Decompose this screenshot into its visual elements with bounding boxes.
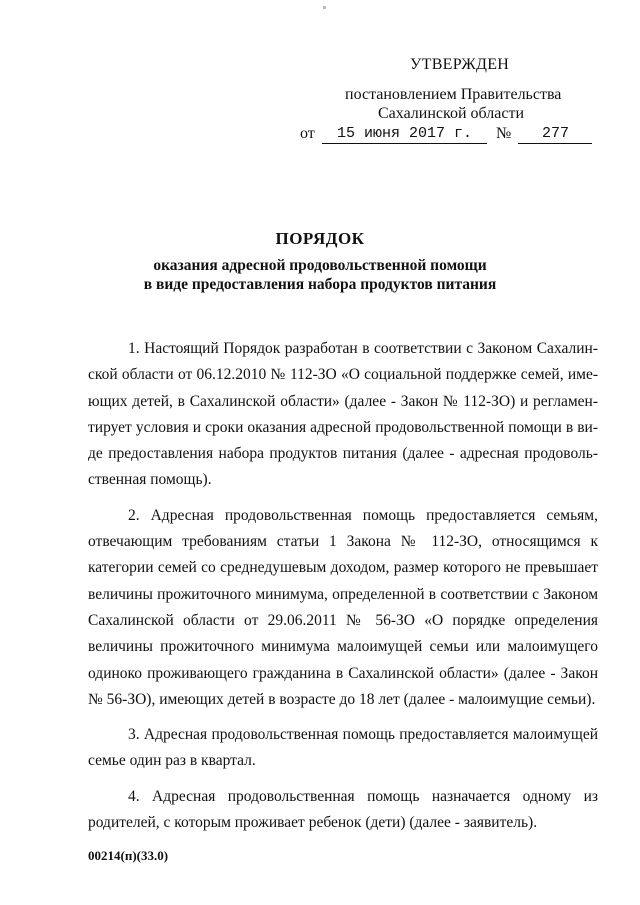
decree-number: 277	[518, 124, 592, 144]
approval-line-region: Сахалинской области	[378, 105, 525, 122]
document-subtitle-line-2: в виде предоставления набора продуктов питания	[143, 276, 497, 293]
paragraph-1: 1. Настоящий Порядок разработан в соответствии с Законом Сахалинской области от 06.12.2010 № 112-ЗО «О социальной поддержке семей, имеющих детей, в Сахалинской области» (далее - Закон № 112-ЗО) и регламентирует условия и сроки оказания адресной продовольственной помощи в виде предоставления набора продуктов питания (далее - адресная продовольственная помощь).	[88, 340, 598, 489]
document-subtitle-line-1: оказания адресной продовольственной помощи	[153, 257, 487, 274]
document-title: ПОРЯДОК	[275, 229, 365, 248]
approval-line-decree: постановлением Правительства	[345, 86, 562, 103]
paragraph-3: 3. Адресная продовольственная помощь предоставляется малоимущей семье один раз в квартал.	[88, 726, 598, 770]
approval-date-number-row	[300, 124, 600, 146]
document-code: 00214(п)(33.0)	[88, 848, 169, 863]
approval-title: УТВЕРЖДЕН	[410, 56, 510, 73]
document-body	[88, 336, 598, 845]
date-label: от	[300, 125, 315, 142]
number-label: №	[496, 125, 512, 142]
paragraph-2: 2. Адресная продовольственная помощь предоставляется семьям, отвечающим требованиям статьи 1 Закона № 112-ЗО, относящимся к категории семей со среднедушевым доходом, размер которого не превышает величины прожиточного минимума, определенной в соответствии с Законом Сахалинской области от 29.06.2011 № 56-ЗО «О порядке определения величины прожиточного минимума малоимущей семьи или малоимущего одиноко проживающего гражданина в Сахалинской области» (далее - Закон № 56-ЗО), имеющих детей в возрасте до 18 лет (далее - малоимущие семьи).	[88, 506, 598, 708]
paragraph-4: 4. Адресная продовольственная помощь назначается одному из родителей, с которым проживает ребенок (дети) (далее - заявитель).	[88, 787, 598, 832]
scan-mark	[323, 6, 326, 9]
decree-date: 15 июня 2017 г.	[322, 124, 487, 144]
